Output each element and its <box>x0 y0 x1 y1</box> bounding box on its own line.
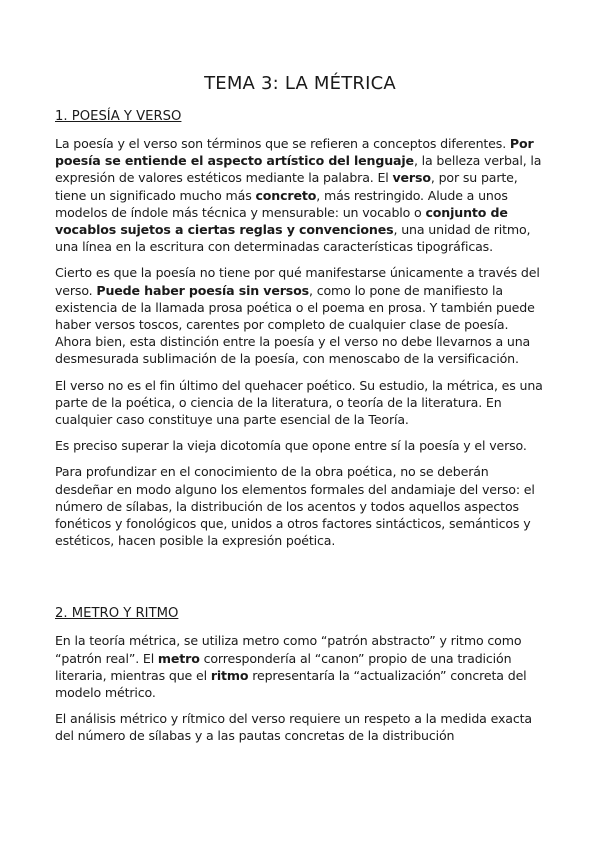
text-run: correspondería al “canon” propio de una tradición literaria, mientras que el <box>55 650 512 683</box>
paragraph: Es preciso superar la vieja dicotomía que opone entre sí la poesía y el verso. <box>55 438 527 454</box>
paragraph <box>55 632 545 701</box>
section-spacer <box>55 558 545 605</box>
text-run: Cierto es que la poesía no tiene por qué manifestarse únicamente a través del verso. <box>55 265 540 298</box>
text-run: , por su parte, tiene un significado mucho más <box>55 170 518 203</box>
text-run: , la belleza verbal, la expresión de valores estéticos mediante la palabra. El <box>55 153 542 186</box>
bold-text: Puede haber poesía sin versos <box>96 282 310 298</box>
paragraph: El análisis métrico y rítmico del verso requiere un respeto a la medida exacta del número de sílabas y a las pautas concretas de la distribución <box>55 711 532 744</box>
section-heading-poesia-y-verso: 1. POESÍA Y VERSO <box>55 109 182 124</box>
section-heading-metro-y-ritmo: 2. METRO Y RITMO <box>55 606 179 622</box>
text-run: , una unidad de ritmo, una línea en la escritura con determinadas características tipográficas. <box>55 222 531 255</box>
bold-text: conjunto de vocablos sujetos a ciertas reglas y convenciones <box>55 204 508 238</box>
page-title: TEMA 3: LA MÉTRICA <box>204 73 396 94</box>
text-run: , más restringido. Alude a unos modelos de índole más técnica y mensurable: un vocablo o <box>55 187 508 220</box>
bold-text: ritmo <box>210 667 249 683</box>
paragraph <box>55 135 545 255</box>
text-run: En la teoría métrica, se utiliza metro como “patrón abstracto” y ritmo como “patrón real”. El <box>55 633 522 666</box>
text-run: La poesía y el verso son términos que se refieren a conceptos diferentes. <box>55 136 510 151</box>
text-run: , como lo pone de manifiesto la existencia de la llamada prosa poética o el poema en prosa. Y también puede haber versos toscos, carentes por completo de cualquier clase de poesía. Ahora bien, esta distinción entre la poesía y el verso no debe llevarnos a una desmesurada sublimación de la poesía, con menoscabo de la versificación. <box>55 282 535 367</box>
bold-text: concreto <box>255 187 317 203</box>
document-page <box>55 72 545 754</box>
text-run: representaría la “actualización” concreta del modelo métrico. <box>55 667 527 701</box>
paragraph <box>55 264 545 367</box>
bold-text: metro <box>157 650 200 666</box>
paragraph: El verso no es el fin último del quehacer poético. Su estudio, la métrica, es una parte de la poética, o ciencia de la literatura, o teoría de la literatura. En cualquier caso constituye una parte esencial de la Teoría. <box>55 377 543 428</box>
bold-text: Por poesía se entiende el aspecto artístico del lenguaje <box>55 136 534 169</box>
bold-text: verso <box>392 170 431 186</box>
paragraph: Para profundizar en el conocimiento de la obra poética, no se deberán desdeñar en modo alguno los elementos formales del andamiaje del verso: el número de sílabas, la distribución de los acentos y todos aquellos aspectos fonéticos y fonológicos que, unidos a otros factores sintácticos, semánticos y estéticos, hacen posible la expresión poética. <box>55 464 535 549</box>
